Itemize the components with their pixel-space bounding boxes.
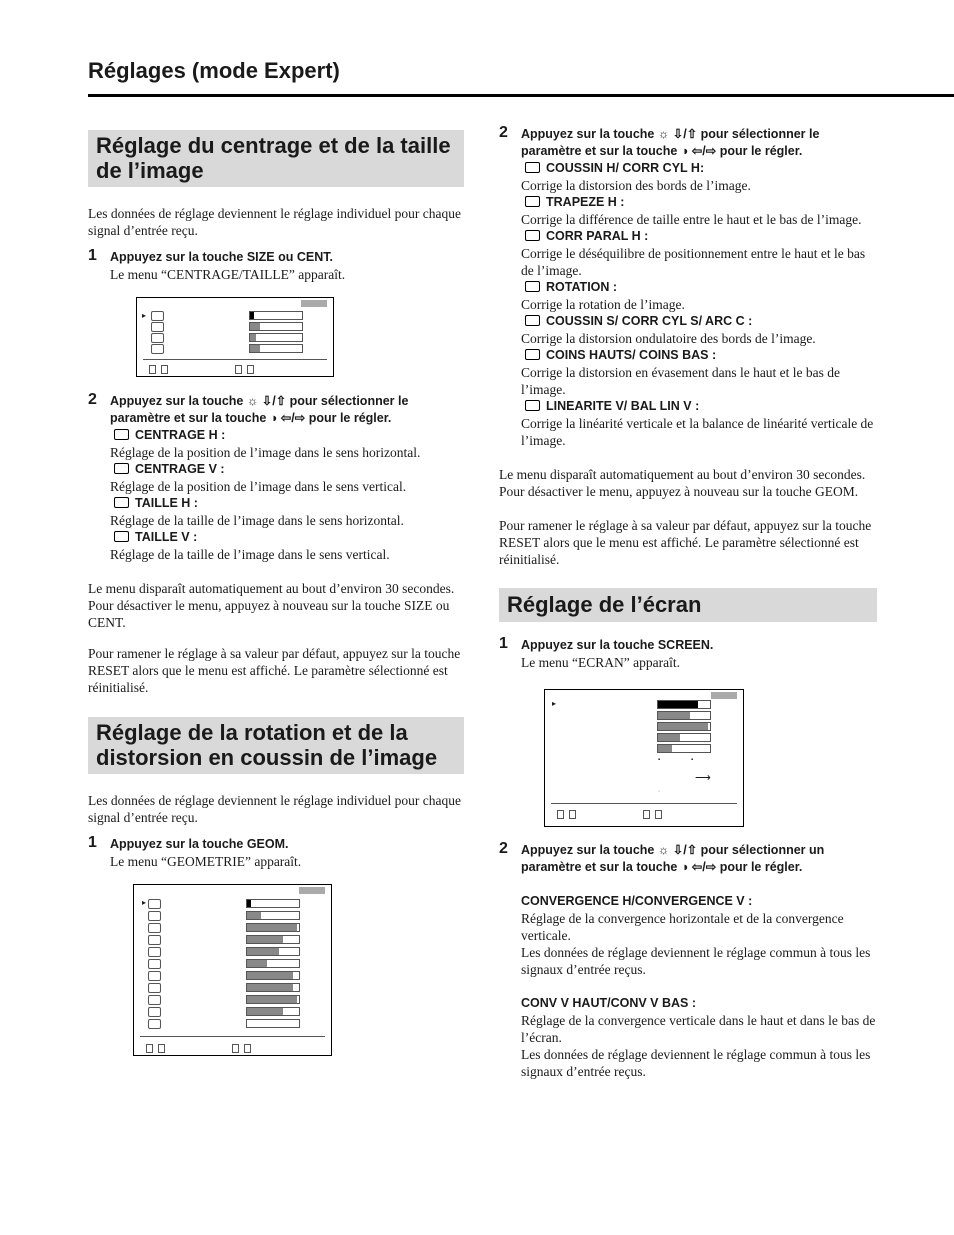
centrage-v-icon [151,322,164,332]
param-coussin-h: COUSSIN H/ CORR CYL H: [521,160,877,177]
footer-icon [232,1044,239,1053]
step-1 [88,836,464,870]
step-1 [88,249,464,283]
cursor-arrow-icon: ▸ [552,699,557,708]
menu-tag [711,692,737,699]
menu-separator [143,359,327,360]
param-desc: Réglage de la position de l’image dans le sens vertical. [110,479,407,494]
cursor-arrow-icon: ▸ [142,311,147,320]
param-linearite-v: LINEARITE V/ BAL LIN V : [521,398,877,415]
footer-icon [655,810,662,819]
section-title-centrage: Réglage du centrage et de la taille de l’image [88,130,464,187]
level-bar [246,995,300,1004]
geometry-param-icon [148,911,161,921]
step-text: Le menu “GEOMETRIE” apparaît. [110,854,302,869]
setting-marker: · [658,789,660,795]
menu-centrage-taille-image [136,297,334,377]
note-auto-close: Le menu disparaît automatiquement au bout d’environ 30 secondes. Pour désactiver le menu, appuyez à nouveau sur la touche GEOM. [499,467,866,499]
right-column [499,126,877,1080]
param-coins: COINS HAUTS/ COINS BAS : [521,347,877,364]
rotation-icon [525,281,540,292]
centrage-h-icon [114,429,129,440]
level-bar [246,935,300,944]
level-bar [246,983,300,992]
step-heading: Appuyez sur la touche ☼ ⇩/⇧ pour sélectionner le paramètre et sur la touche ◑ ⇦/⇨ pour le régler. [521,127,820,158]
header-rule [88,94,954,97]
left-column [88,130,464,1056]
level-bar [246,1019,300,1028]
section-title-rotation: Réglage de la rotation et de la distorsion en coussin de l’image [88,717,464,774]
param-desc: Réglage de la convergence verticale dans le haut et dans le bas de l’écran. [521,1013,876,1045]
taille-h-icon [151,333,164,343]
footer-icon [643,810,650,819]
geometry-param-icon [148,1019,161,1029]
menu-separator [140,1036,325,1037]
step-number: 1 [88,834,97,851]
param-taille-v: TAILLE V : [110,529,464,546]
intro-text: Les données de réglage deviennent le réglage individuel pour chaque signal d’entrée reçu. [88,793,461,825]
footer-icon [235,365,242,374]
param-trapeze-h: TRAPEZE H : [521,194,877,211]
param-centrage-v: CENTRAGE V : [110,461,464,478]
param-convergence-hv: CONVERGENCE H/CONVERGENCE V : [521,894,753,908]
menu-separator [551,803,737,804]
level-bar [249,333,303,342]
menu-tag [299,887,325,894]
note-auto-close: Le menu disparaît automatiquement au bout d’environ 30 secondes. Pour désactiver le menu, appuyez à nouveau sur la touche SIZE ou CENT. [88,581,455,630]
level-bar [249,311,303,320]
level-bar [249,344,303,353]
param-taille-h: TAILLE H : [110,495,464,512]
footer-icon [146,1044,153,1053]
section-title-ecran: Réglage de l’écran [499,588,877,622]
geometry-param-icon [148,899,161,909]
step-heading: Appuyez sur la touche SIZE ou CENT. [110,250,333,264]
step-heading: Appuyez sur la touche ☼ ⇩/⇧ pour sélectionner un paramètre et sur la touche ◑ ⇦/⇨ pour le régler. [521,843,825,874]
param-corr-paral-h: CORR PARAL H : [521,228,877,245]
page-title: Réglages (mode Expert) [88,58,340,83]
parallelogram-icon [525,230,540,241]
level-bar [657,733,711,742]
step-number: 2 [499,840,508,857]
step-number: 1 [499,635,508,652]
taille-v-icon [114,531,129,542]
step-2 [499,842,877,1080]
geometry-param-icon [148,983,161,993]
level-bar [657,744,711,753]
param-desc: Corrige le déséquilibre de positionnement entre le haut et le bas de l’image. [521,246,866,278]
param-desc: Les données de réglage deviennent le réglage commun à tous les signaux d’entrée reçus. [521,945,871,977]
note-reset: Pour ramener le réglage à sa valeur par défaut, appuyez sur la touche RESET alors que le menu est affiché. Le paramètre sélectionné est réinitialisé. [499,518,872,567]
param-desc: Corrige la distorsion ondulatoire des bords de l’image. [521,331,816,346]
footer-icon [557,810,564,819]
step-number: 2 [88,391,97,408]
trapeze-icon [525,196,540,207]
menu-geometrie-image [133,884,332,1056]
param-desc: Corrige la distorsion en évasement dans le haut et le bas de l’image. [521,365,841,397]
step-1 [499,637,877,671]
coins-icon [525,349,540,360]
geometry-param-icon [148,923,161,933]
centrage-h-icon [151,311,164,321]
level-bar [246,899,300,908]
geometry-param-icon [148,995,161,1005]
param-desc: Réglage de la position de l’image dans le sens horizontal. [110,445,421,460]
geometry-param-icon [148,935,161,945]
geometry-param-icon [148,959,161,969]
step-heading: Appuyez sur la touche SCREEN. [521,638,714,652]
taille-v-icon [151,344,164,354]
geometry-param-icon [148,947,161,957]
geometry-param-icon [148,971,161,981]
step-2 [88,393,464,563]
step-heading: Appuyez sur la touche ☼ ⇩/⇧ pour sélectionner le paramètre et sur la touche ◑ ⇦/⇨ pour le régler. [110,394,409,425]
level-bar [246,911,300,920]
step-heading: Appuyez sur la touche GEOM. [110,837,289,851]
param-desc: Les données de réglage deviennent le réglage commun à tous les signaux d’entrée reçus. [521,1047,871,1079]
footer-icon [247,365,254,374]
step-2 [499,126,877,449]
param-conv-v-haut-bas: CONV V HAUT/CONV V BAS : [521,996,697,1010]
level-bar [246,1007,300,1016]
setting-marker: ▪ [691,757,694,763]
menu-ecran-image [544,689,744,827]
step-number: 2 [499,124,508,141]
intro-text: Les données de réglage deviennent le réglage individuel pour chaque signal d’entrée reçu. [88,206,461,238]
coussin-s-icon [525,315,540,326]
step-text: Le menu “ECRAN” apparaît. [521,655,680,670]
linearite-icon [525,400,540,411]
param-desc: Réglage de la convergence horizontale et de la convergence verticale. [521,911,844,943]
param-desc: Corrige la différence de taille entre le haut et le bas de l’image. [521,212,862,227]
taille-h-icon [114,497,129,508]
level-bar [246,947,300,956]
arrow-right-icon: ⟶ [695,772,711,784]
geometry-param-icon [148,1007,161,1017]
footer-icon [569,810,576,819]
step-text: Le menu “CENTRAGE/TAILLE” apparaît. [110,267,346,282]
param-desc: Corrige la distorsion des bords de l’image. [521,178,751,193]
centrage-v-icon [114,463,129,474]
param-coussin-s: COUSSIN S/ CORR CYL S/ ARC C : [521,313,877,330]
footer-icon [149,365,156,374]
param-desc: Réglage de la taille de l’image dans le sens horizontal. [110,513,404,528]
param-desc: Corrige la rotation de l’image. [521,297,685,312]
level-bar [657,700,711,709]
footer-icon [244,1044,251,1053]
level-bar [246,971,300,980]
level-bar [246,923,300,932]
coussin-h-icon [525,162,540,173]
level-bar [246,959,300,968]
menu-tag [301,300,327,307]
setting-marker: ▪ [658,757,661,763]
level-bar [657,722,711,731]
level-bar [657,711,711,720]
footer-icon [161,365,168,374]
cursor-arrow-icon: ▸ [142,898,147,907]
note-reset: Pour ramener le réglage à sa valeur par défaut, appuyez sur la touche RESET alors que le menu est affiché. Le paramètre sélectionné est réinitialisé. [88,646,461,695]
step-number: 1 [88,247,97,264]
param-desc: Réglage de la taille de l’image dans le sens vertical. [110,547,390,562]
param-desc: Corrige la linéarité verticale et la balance de linéarité verticale de l’image. [521,416,874,448]
footer-icon [158,1044,165,1053]
level-bar [249,322,303,331]
param-rotation: ROTATION : [521,279,877,296]
param-centrage-h: CENTRAGE H : [110,427,464,444]
